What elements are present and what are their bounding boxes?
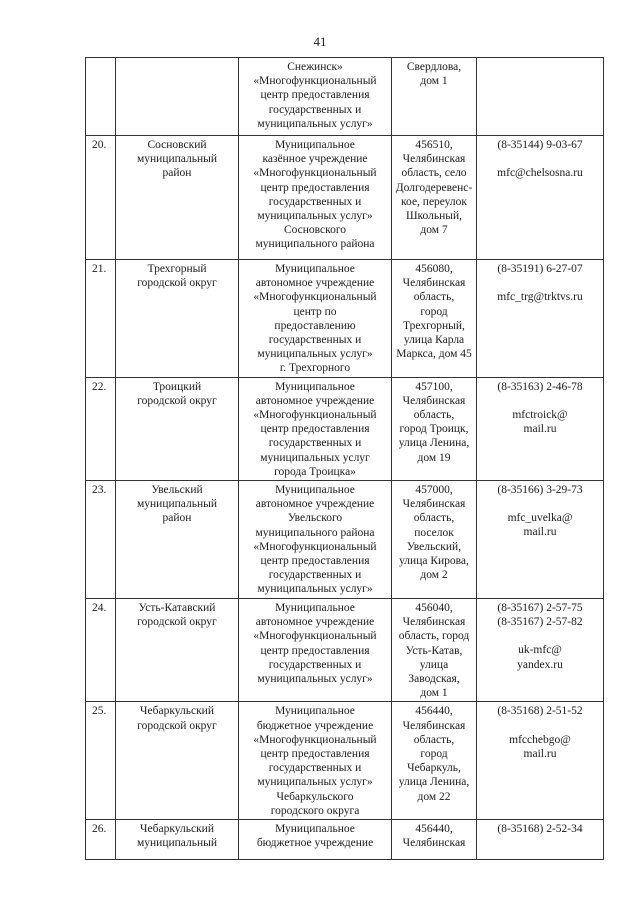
contact-spacer [479, 836, 601, 850]
contact-cell [477, 377, 604, 480]
contact-spacer [479, 629, 601, 643]
contact-cell [477, 702, 604, 820]
table-row [86, 58, 604, 136]
table-row [86, 377, 604, 480]
row-number-cell: 23. [86, 481, 116, 599]
address-cell: 456080, Челябинская область, город Трехгорный, улица Карла Маркса, дом 45 [392, 260, 477, 378]
address-cell: 457000, Челябинская область, поселок Увельский, улица Кирова, дом 2 [392, 481, 477, 599]
row-number-cell: 24. [86, 599, 116, 702]
territory-cell: Усть-Катавский городской округ [116, 599, 239, 702]
row-number-cell [86, 58, 116, 136]
address-cell: 456510, Челябинская область, село Долгодеревенс- кое, переулок Школьный, дом 7 [392, 136, 477, 260]
contact-cell [477, 820, 604, 860]
address-cell: 456440, Челябинская [392, 820, 477, 860]
contact-cell [477, 136, 604, 260]
email-address: mfc@chelsosna.ru [497, 167, 583, 180]
territory-cell: Чебаркульский городской округ [116, 702, 239, 820]
institution-cell: Муниципальное автономное учреждение «Многофункциональный центр предоставления государственных и муниципальных услуг» [239, 599, 392, 702]
territory-cell: Чебаркульский муниципальный [116, 820, 239, 860]
row-number-cell: 26. [86, 820, 116, 860]
table-row [86, 481, 604, 599]
territory-cell: Сосновский муниципальный район [116, 136, 239, 260]
email-address: mfc_uvelka@ mail.ru [507, 512, 573, 539]
contact-spacer [479, 394, 601, 408]
address-cell: Свердлова, дом 1 [392, 58, 477, 136]
institution-cell: Снежинск» «Многофункциональный центр предоставления государственных и муниципальных услуг» [239, 58, 392, 136]
institution-cell: Муниципальное автономное учреждение «Многофункциональный центр по предоставлению государственных и муниципальных услуг» г. Трехгорного [239, 260, 392, 378]
institution-cell: Муниципальное автономное учреждение Увельского муниципального района «Многофункциональный центр предоставления государственных и муниципальных услуг» [239, 481, 392, 599]
phone-number: (8-35168) 2-51-52 [497, 705, 583, 718]
mfc-registry-table [85, 57, 604, 860]
phone-number: (8-35163) 2-46-78 [497, 380, 583, 393]
phone-number: (8-35167) 2-57-75 (8-35167) 2-57-82 [497, 602, 583, 629]
contact-cell [477, 260, 604, 378]
contact-cell [477, 599, 604, 702]
phone-number: (8-35166) 3-29-73 [497, 484, 583, 497]
institution-cell: Муниципальное автономное учреждение «Многофункциональный центр предоставления государственных и муниципальных услуг города Троицка» [239, 377, 392, 480]
institution-cell: Муниципальное бюджетное учреждение «Многофункциональный центр предоставления государственных и муниципальных услуг» Чебаркульского городского округа [239, 702, 392, 820]
institution-cell: Муниципальное казённое учреждение «Многофункциональный центр предоставления государственных и муниципальных услуг» Сосновского муниципального района [239, 136, 392, 260]
address-cell: 457100, Челябинская область, город Троицк, улица Ленина, дом 19 [392, 377, 477, 480]
table-row [86, 136, 604, 260]
table-body [86, 58, 604, 860]
contact-spacer [479, 497, 601, 511]
address-cell: 456440, Челябинская область, город Чебаркуль, улица Ленина, дом 22 [392, 702, 477, 820]
email-address: mfcchebgo@ mail.ru [509, 733, 571, 760]
phone-number: (8-35168) 2-52-34 [497, 823, 583, 836]
territory-cell: Увельский муниципальный район [116, 481, 239, 599]
row-number-cell: 21. [86, 260, 116, 378]
table-row [86, 599, 604, 702]
table-row [86, 260, 604, 378]
table-row [86, 702, 604, 820]
territory-cell: Троицкий городской округ [116, 377, 239, 480]
table-row [86, 820, 604, 860]
row-number-cell: 25. [86, 702, 116, 820]
contact-spacer [479, 719, 601, 733]
territory-cell [116, 58, 239, 136]
contact-cell [477, 481, 604, 599]
email-address: mfctroick@ mail.ru [512, 408, 568, 436]
row-number-cell: 20. [86, 136, 116, 260]
row-number-cell: 22. [86, 377, 116, 480]
territory-cell: Трехгорный городской округ [116, 260, 239, 378]
contact-cell [477, 58, 604, 136]
phone-number: (8-35191) 6-27-07 [497, 263, 583, 275]
email-address: mfc_trg@trktvs.ru [497, 291, 583, 304]
page-number: 41 [313, 34, 327, 49]
institution-cell: Муниципальное бюджетное учреждение [239, 820, 392, 860]
contact-spacer [479, 60, 601, 74]
address-cell: 456040, Челябинская область, город Усть-Катав, улица Заводская, дом 1 [392, 599, 477, 702]
contact-spacer [479, 152, 601, 166]
email-address: uk-mfc@ yandex.ru [517, 644, 563, 671]
phone-number: (8-35144) 9-03-67 [497, 139, 583, 151]
contact-spacer [479, 276, 601, 290]
